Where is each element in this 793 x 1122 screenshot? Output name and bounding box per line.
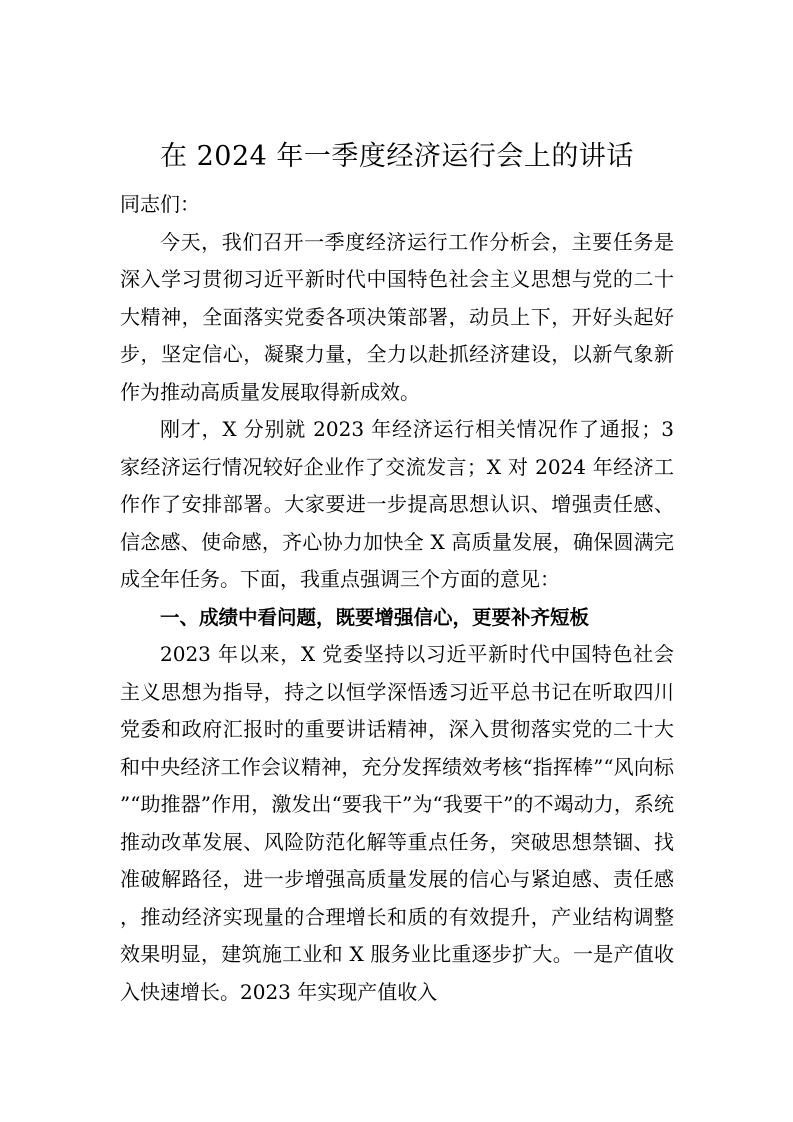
paragraph-reports: 刚才，X 分别就 2023 年经济运行相关情况作了通报；3 家经济运行情况较好企业作了交流发言；X 对 2024 年经济工作作了安排部署。大家要进一步提高思想认识、增强责任感、信念感、使命感，齐心协力加快全 X 高质量发展，确保圆满完成全年任务。下面，我重点强调三个方面的意见： (120, 417, 674, 591)
section-heading-1: 一、成绩中看问题，既要增强信心，更要补齐短板 (160, 605, 590, 629)
paragraph-section-1: 2023 年以来，X 党委坚持以习近平新时代中国特色社会主义思想为指导，持之以恒学深悟透习近平总书记在听取四川党委和政府汇报时的重要讲话精神，深入贯彻落实党的二十大和中央经济工作会议精神，充分发挥绩效考核“指挥棒”“风向标”“助推器”作用，激发出“要我干”为“我要干”的不竭动力，系统推动改革发展、风险防范化解等重点任务，突破思想禁锢、找准破解路径，进一步增强高质量发展的信心与紧迫感、责任感，推动经济实现量的合理增长和质的有效提升，产业结构调整效果明显，建筑施工业和 X 服务业比重逐步扩大。一是产值收入快速增长。2023 年实现产值收入 (120, 642, 674, 1004)
document-title: 在 2024 年一季度经济运行会上的讲话 (160, 141, 634, 172)
salutation: 同志们： (120, 192, 200, 216)
document-body (120, 128, 674, 1011)
paragraph-opening: 今天，我们召开一季度经济运行工作分析会，主要任务是深入学习贯彻习近平新时代中国特色社会主义思想与党的二十大精神，全面落实党委各项决策部署，动员上下，开好头起好步，坚定信心，凝聚力量，全力以赴抓经济建设，以新气象新作为推动高质量发展取得新成效。 (120, 229, 674, 404)
